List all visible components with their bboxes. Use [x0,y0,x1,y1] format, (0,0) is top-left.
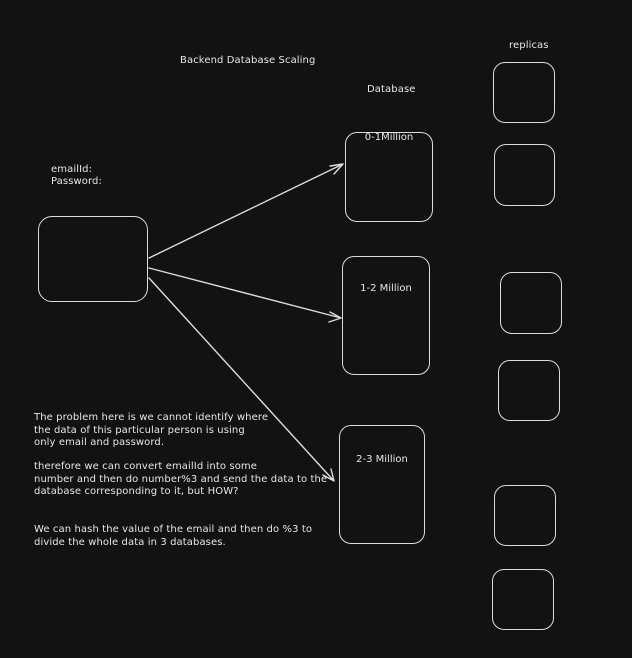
database-heading: Database [367,84,416,95]
client-field-password: Password: [51,176,102,187]
database-label-3: 2-3 Million [356,454,408,465]
note-hashing: We can hash the value of the email and then do %3 to divide the whole data in 3 databases. [34,524,313,548]
database-label-1: 0-1Million [364,132,414,143]
database-label-2: 1-2 Million [360,283,412,294]
note-problem: The problem here is we cannot identify where the data of this particular person is using only email and password. [34,412,269,448]
client-field-email: emailId: [51,164,93,175]
arrow-to-database-1 [149,164,343,258]
replicas-heading: replicas [509,40,549,51]
arrow-to-database-2 [149,268,341,322]
diagram-title: Backend Database Scaling [180,55,316,66]
note-solution: therefore we can convert emailId into some number and then do number%3 and send the data to the database corresponding to it, but HOW? [34,461,328,497]
